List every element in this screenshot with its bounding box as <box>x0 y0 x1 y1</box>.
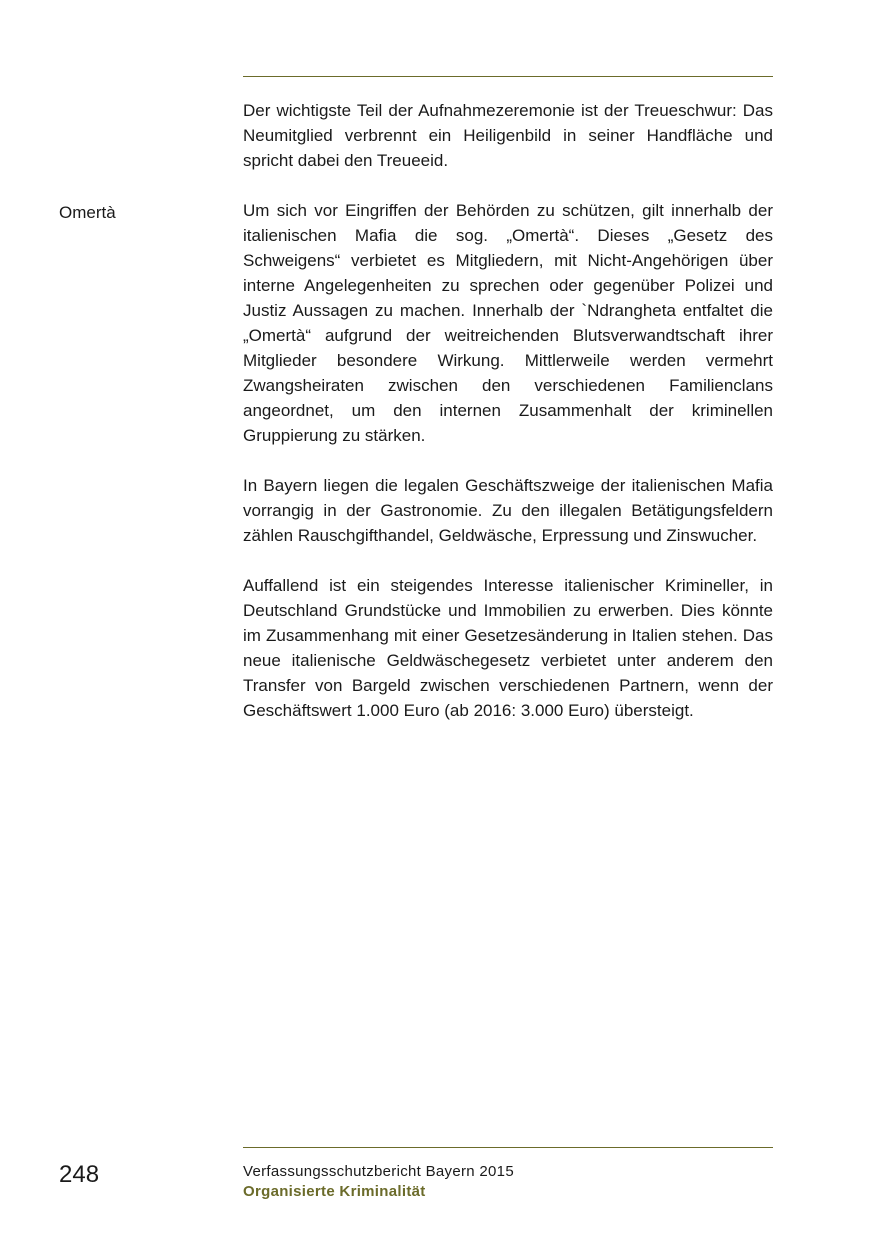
top-rule <box>243 76 773 77</box>
margin-heading: Omertà <box>59 203 116 222</box>
footer-section: Organisierte Kriminalität <box>243 1183 426 1200</box>
footer-rule <box>243 1147 773 1148</box>
paragraph: Um sich vor Eingriffen der Behörden zu schützen, gilt innerhalb der italienischen Mafia die sog. „Omertà“. Dieses „Gesetz des Schweigens“ verbietet es Mitgliedern, mit Nicht-Angehörigen über interne Angelegenheiten zu sprechen oder gegenüber Polizei und Justiz Aussagen zu machen. Innerhalb der `Ndrangheta entfaltet die „Omertà“ aufgrund der weitreichenden Blutsverwandtschaft ihrer Mitglieder besondere Wirkung. Mittlerweile werden vermehrt Zwangsheiraten zwischen den verschiedenen Familienclans angeordnet, um den internen Zusammenhalt der kriminellen Gruppierung zu stärken. <box>243 201 773 445</box>
paragraph: Auffallend ist ein steigendes Interesse italienischer Krimineller, in Deutschland Grundstücke und Immobilien zu erwerben. Dies könnte im Zusammenhang mit einer Gesetzesänderung in Italien stehen. Das neue italienische Geldwäschegesetz verbietet unter anderem den Transfer von Bargeld zwischen verschiedenen Partnern, wenn der Geschäftswert 1.000 Euro (ab 2016: 3.000 Euro) übersteigt. <box>243 576 773 720</box>
paragraph: In Bayern liegen die legalen Geschäftszweige der italienischen Mafia vorrangig in der Gastronomie. Zu den illegalen Betätigungsfeldern zählen Rauschgifthandel, Geldwäsche, Erpressung und Zinswucher. <box>243 476 773 545</box>
page-number: 248 <box>59 1161 100 1188</box>
paragraph: Der wichtigste Teil der Aufnahmezeremonie ist der Treueschwur: Das Neumitglied verbrennt ein Heiligenbild in seiner Handfläche und spricht dabei den Treueeid. <box>243 101 773 170</box>
footer-title: Verfassungsschutzbericht Bayern 2015 <box>243 1163 514 1180</box>
body-text <box>243 98 773 748</box>
